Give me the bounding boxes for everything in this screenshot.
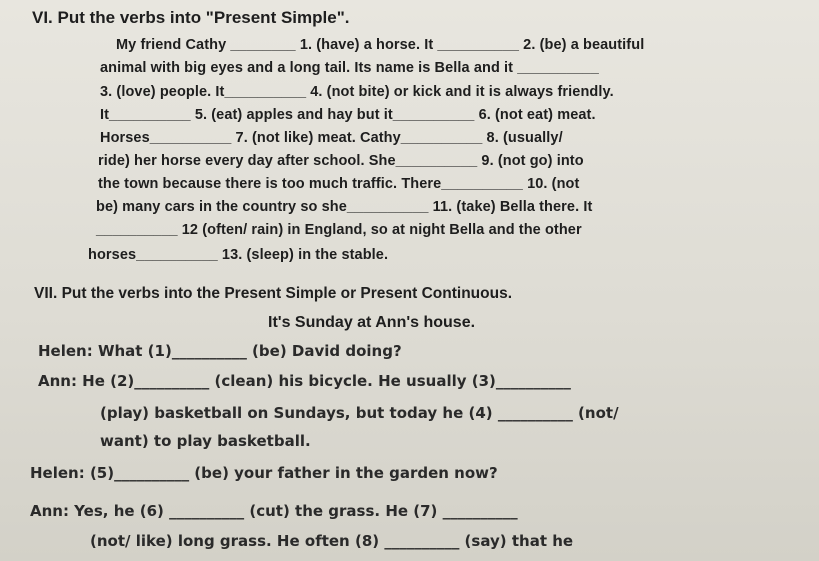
section-6-line-8: be) many cars in the country so she__________ 11. (take) Bella there. It: [96, 199, 593, 215]
dialogue-line-6: Ann: Yes, he (6) __________ (cut) the grass. He (7) __________: [30, 502, 518, 520]
section-6-title: VI. Put the verbs into "Present Simple".: [32, 8, 350, 27]
section-6-line-3: 3. (love) people. It__________ 4. (not bite) or kick and it is always friendly.: [100, 84, 614, 100]
section-6-line-4: It__________ 5. (eat) apples and hay but it__________ 6. (not eat) meat.: [100, 107, 596, 123]
dialogue-line-3: (play) basketball on Sundays, but today he (4) __________ (not/: [100, 404, 619, 422]
dialogue-line-2: Ann: He (2)__________ (clean) his bicycle. He usually (3)__________: [38, 372, 571, 390]
dialogue-line-5: Helen: (5)__________ (be) your father in the garden now?: [30, 464, 498, 482]
section-6-line-5: Horses__________ 7. (not like) meat. Cathy__________ 8. (usually/: [100, 130, 563, 146]
section-6-line-2: animal with big eyes and a long tail. Its name is Bella and it __________: [100, 60, 599, 76]
section-6-line-9: __________ 12 (often/ rain) in England, so at night Bella and the other: [96, 222, 582, 238]
section-6-line-7: the town because there is too much traffic. There__________ 10. (not: [98, 176, 580, 192]
section-6-line-6: ride) her horse every day after school. She__________ 9. (not go) into: [98, 153, 584, 169]
dialogue-line-7: (not/ like) long grass. He often (8) __________ (say) that he: [90, 532, 574, 550]
dialogue-line-1: Helen: What (1)__________ (be) David doing?: [38, 342, 402, 360]
dialogue-line-4: want) to play basketball.: [100, 432, 311, 450]
section-7-title: VII. Put the verbs into the Present Simple or Present Continuous.: [34, 285, 512, 302]
section-7-subtitle: It's Sunday at Ann's house.: [268, 314, 476, 331]
section-6-line-10: horses__________ 13. (sleep) in the stable.: [88, 247, 389, 263]
section-6-line-1: My friend Cathy ________ 1. (have) a horse. It __________ 2. (be) a beautiful: [116, 37, 645, 53]
